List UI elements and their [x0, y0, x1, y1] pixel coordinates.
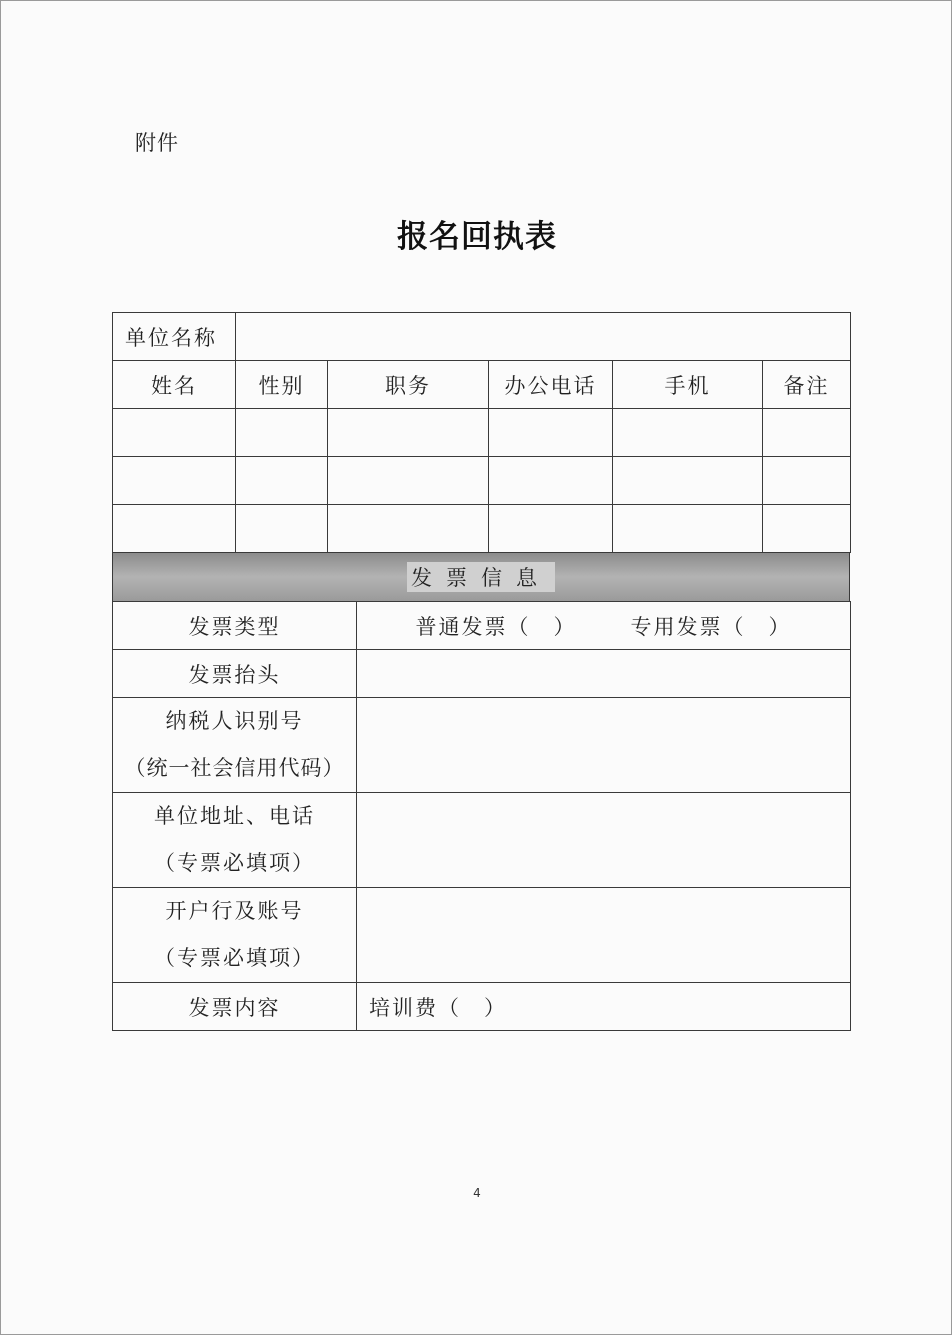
- office-phone-cell[interactable]: [489, 409, 613, 457]
- column-header-gender: 性别: [236, 361, 328, 409]
- invoice-header-field[interactable]: [357, 650, 851, 698]
- address-phone-label-line2: （专票必填项）: [154, 851, 315, 875]
- taxpayer-id-label-line1: 纳税人识别号: [165, 709, 304, 733]
- invoice-type-row: [113, 602, 851, 650]
- invoice-header-row: [113, 650, 851, 698]
- invoice-type-label: 发票类型: [113, 602, 357, 650]
- invoice-content-row: [113, 983, 851, 1031]
- remarks-cell[interactable]: [763, 505, 851, 553]
- gender-cell[interactable]: [236, 409, 328, 457]
- table-row: [113, 505, 851, 553]
- invoice-section-title: 发票信息: [407, 562, 555, 592]
- column-header-office-phone: 办公电话: [489, 361, 613, 409]
- unit-name-label: 单位名称: [113, 313, 236, 361]
- page-number: 4: [473, 1186, 481, 1200]
- bank-account-row: [113, 888, 851, 983]
- column-header-row: [113, 361, 851, 409]
- name-cell[interactable]: [113, 409, 236, 457]
- bank-account-label-line1: 开户行及账号: [165, 899, 304, 923]
- office-phone-cell[interactable]: [489, 457, 613, 505]
- table-row: [113, 457, 851, 505]
- column-header-mobile: 手机: [613, 361, 763, 409]
- office-phone-cell[interactable]: [489, 505, 613, 553]
- gender-cell[interactable]: [236, 505, 328, 553]
- address-phone-field[interactable]: [357, 793, 851, 888]
- remarks-cell[interactable]: [763, 409, 851, 457]
- name-cell[interactable]: [113, 457, 236, 505]
- column-header-remarks: 备注: [763, 361, 851, 409]
- bank-account-label-line2: （专票必填项）: [154, 946, 315, 970]
- invoice-table: [112, 601, 851, 1031]
- table-row: [113, 409, 851, 457]
- column-header-name: 姓名: [113, 361, 236, 409]
- attachment-label: 附件: [135, 131, 179, 155]
- taxpayer-id-label-line2: （统一社会信用代码）: [124, 756, 345, 780]
- invoice-section-header: [112, 553, 850, 601]
- address-phone-row: [113, 793, 851, 888]
- mobile-cell[interactable]: [613, 409, 763, 457]
- invoice-type-normal-option[interactable]: 普通发票（ ）: [415, 614, 577, 639]
- mobile-cell[interactable]: [613, 505, 763, 553]
- unit-name-field[interactable]: [236, 313, 851, 361]
- bank-account-label: [113, 888, 357, 983]
- bank-account-field[interactable]: [357, 888, 851, 983]
- invoice-content-label: 发票内容: [113, 983, 357, 1031]
- gender-cell[interactable]: [236, 457, 328, 505]
- registration-form: [112, 312, 850, 1031]
- taxpayer-id-label: [113, 698, 357, 793]
- address-phone-label-line1: 单位地址、电话: [154, 804, 315, 828]
- position-cell[interactable]: [328, 505, 489, 553]
- position-cell[interactable]: [328, 457, 489, 505]
- registration-table: [112, 312, 851, 553]
- invoice-header-label: 发票抬头: [113, 650, 357, 698]
- column-header-position: 职务: [328, 361, 489, 409]
- taxpayer-id-field[interactable]: [357, 698, 851, 793]
- address-phone-label: [113, 793, 357, 888]
- page-title: 报名回执表: [397, 219, 557, 255]
- invoice-content-value[interactable]: 培训费（ ）: [357, 983, 851, 1031]
- invoice-type-special-option[interactable]: 专用发票（ ）: [630, 614, 792, 639]
- position-cell[interactable]: [328, 409, 489, 457]
- taxpayer-id-row: [113, 698, 851, 793]
- unit-name-row: [113, 313, 851, 361]
- name-cell[interactable]: [113, 505, 236, 553]
- mobile-cell[interactable]: [613, 457, 763, 505]
- invoice-type-options: [357, 602, 851, 650]
- remarks-cell[interactable]: [763, 457, 851, 505]
